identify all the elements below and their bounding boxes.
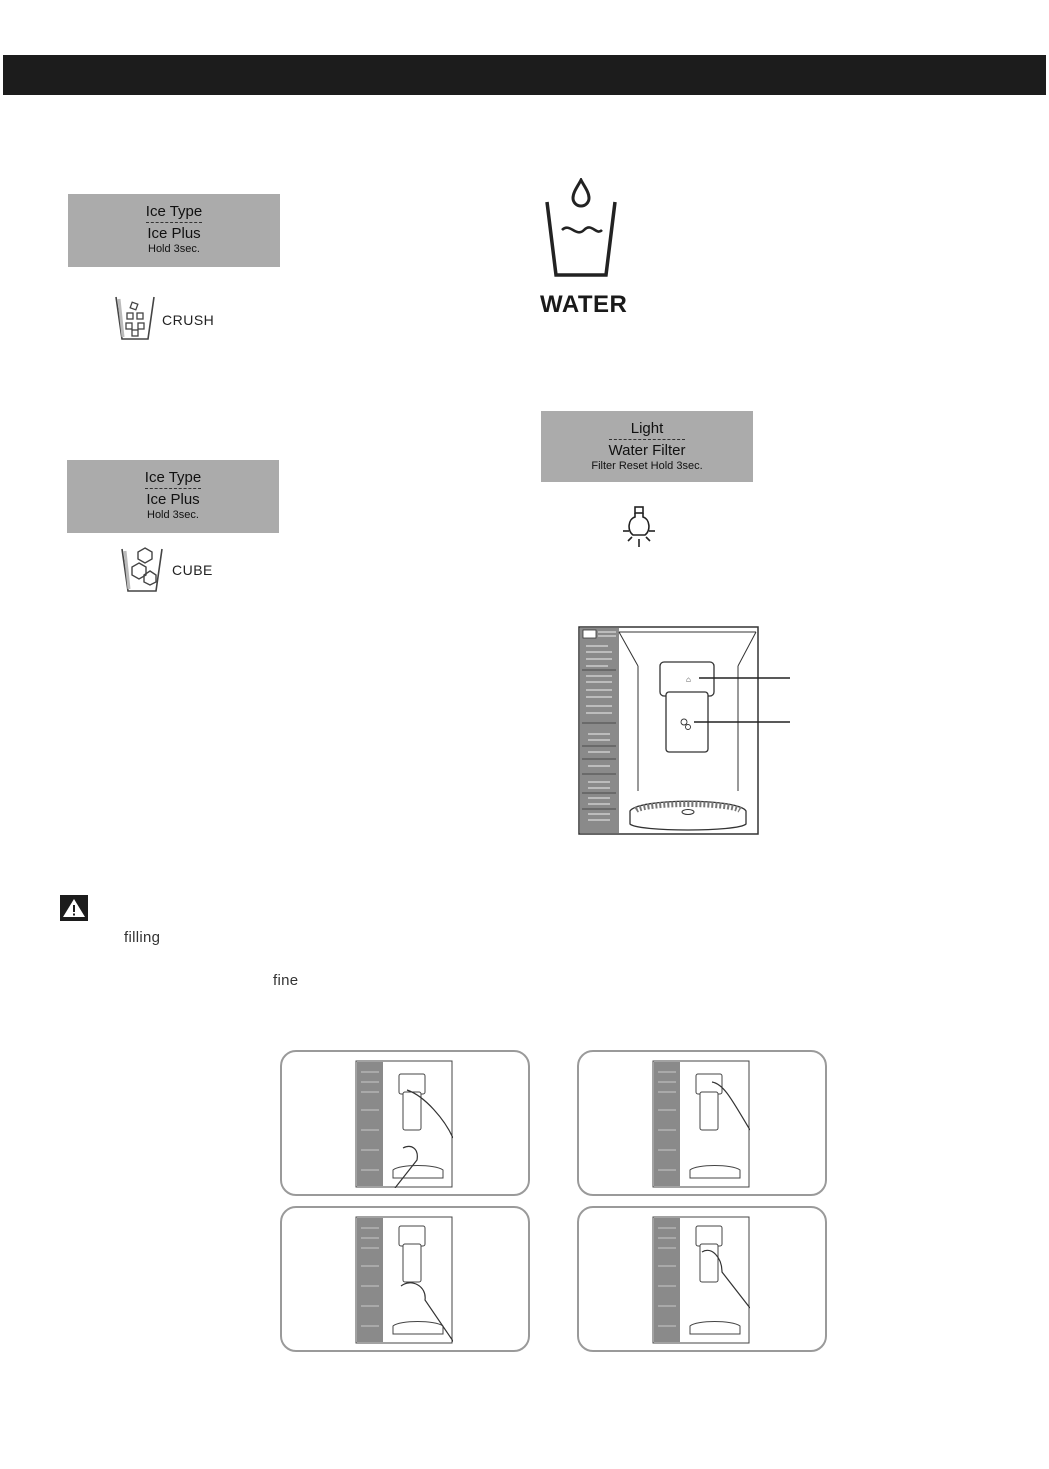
hold-label: Hold 3sec. [148,243,200,255]
body-text-fine: fine [273,972,299,989]
light-filter-control-panel[interactable] [541,411,753,482]
ice-type-label: Ice Type [144,469,202,486]
water-glass-icon [540,178,622,278]
illustration-step-3 [280,1206,530,1352]
cube-label: CUBE [172,562,213,578]
hold-label: Hold 3sec. [147,509,199,521]
filter-reset-label: Filter Reset Hold 3sec. [591,460,703,472]
crushed-ice-glass-icon [113,293,157,343]
body-text-filling: filling [124,929,161,946]
dispenser-diagram [578,626,792,838]
warning-triangle-icon [60,895,88,921]
light-bulb-icon [620,505,658,551]
panel-divider [145,488,201,489]
ice-cube-glass-icon [119,545,167,595]
ice-plus-label: Ice Plus [146,491,200,508]
crush-label: CRUSH [162,312,215,328]
illustration-step-2 [577,1050,827,1196]
header-bar [3,55,1046,95]
dispenser-illustration [355,1216,453,1344]
panel-divider [146,222,202,223]
ice-type-label: Ice Type [145,203,203,220]
illustration-step-4 [577,1206,827,1352]
water-label: WATER [540,291,628,318]
cube-control-panel[interactable] [67,460,279,533]
light-label: Light [630,420,664,437]
svg-text:⌂: ⌂ [686,675,691,684]
illustration-step-1 [280,1050,530,1196]
panel-divider [609,439,685,440]
water-filter-label: Water Filter [608,442,686,459]
dispenser-illustration [652,1216,750,1344]
dispenser-illustration [652,1060,750,1188]
ice-plus-label: Ice Plus [147,225,201,242]
dispenser-illustration [355,1060,453,1188]
crush-control-panel[interactable] [68,194,280,267]
